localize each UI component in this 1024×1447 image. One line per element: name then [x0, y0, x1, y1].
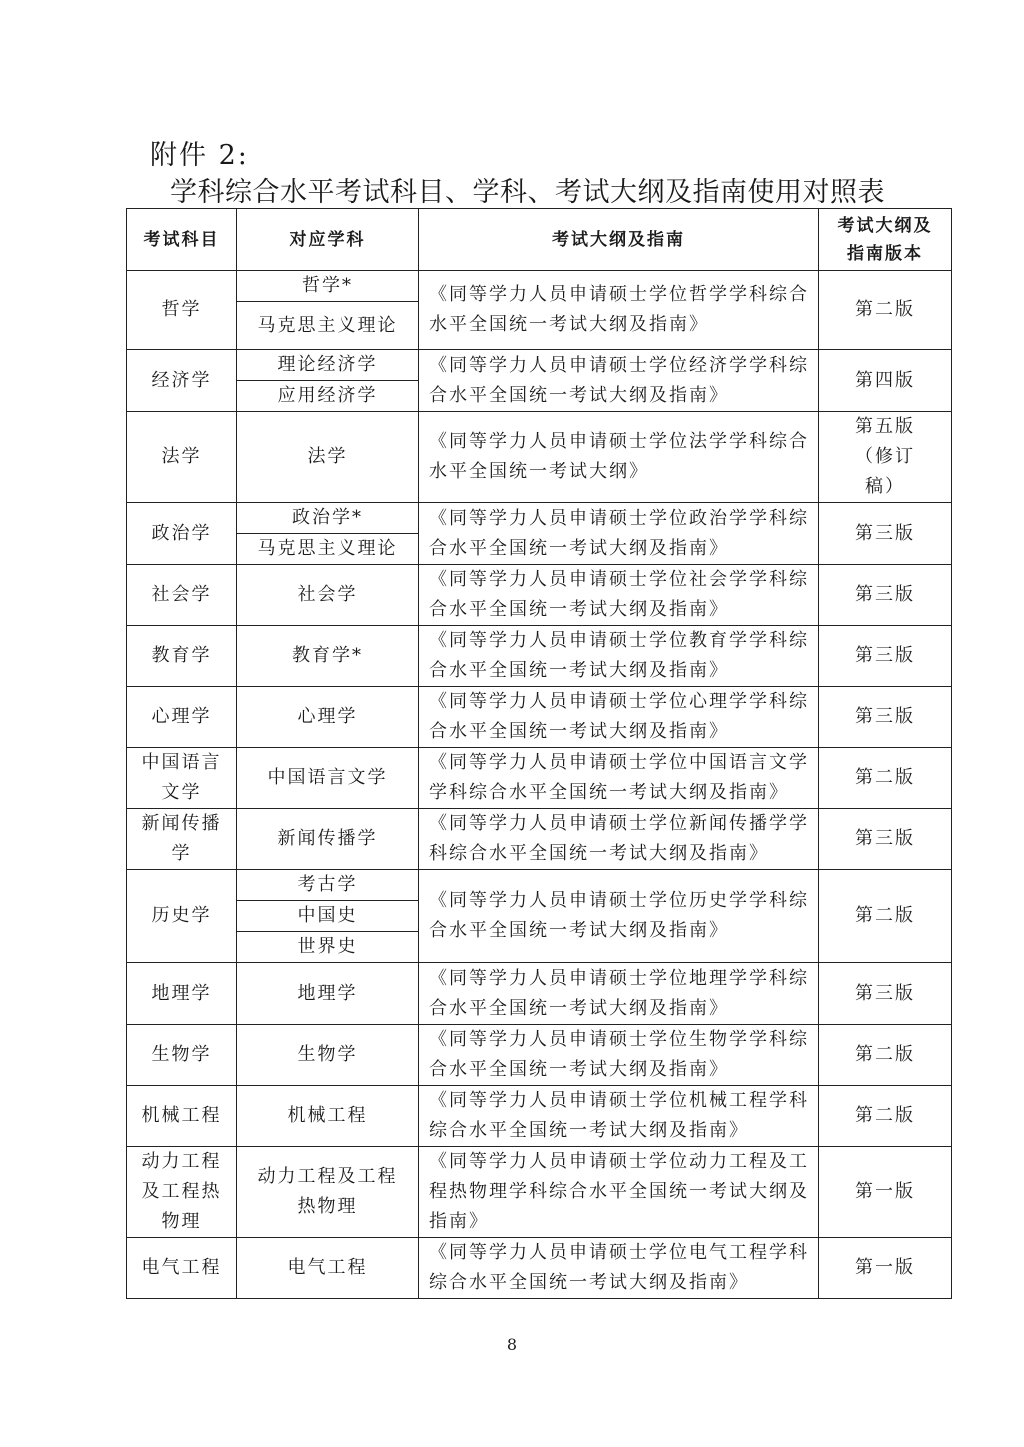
table-row — [127, 565, 952, 626]
subject-cell: 动力工程及工程热物理 — [127, 1147, 237, 1238]
discipline-cell: 中国史 — [237, 901, 419, 932]
discipline-cell: 政治学* — [237, 503, 419, 534]
edition-cell: 第三版 — [819, 809, 952, 870]
discipline-cell: 法学 — [237, 412, 419, 503]
header-discipline: 对应学科 — [237, 209, 419, 271]
guide-cell: 《同等学力人员申请硕士学位生物学学科综合水平全国统一考试大纲及指南》 — [419, 1025, 819, 1086]
subject-cell: 历史学 — [127, 870, 237, 963]
discipline-cell: 理论经济学 — [237, 350, 419, 381]
guide-cell: 《同等学力人员申请硕士学位心理学学科综合水平全国统一考试大纲及指南》 — [419, 687, 819, 748]
discipline-cell: 新闻传播学 — [237, 809, 419, 870]
guide-cell: 《同等学力人员申请硕士学位电气工程学科综合水平全国统一考试大纲及指南》 — [419, 1238, 819, 1299]
guide-cell: 《同等学力人员申请硕士学位机械工程学科综合水平全国统一考试大纲及指南》 — [419, 1086, 819, 1147]
table-header-row — [127, 209, 952, 271]
table-row — [127, 1025, 952, 1086]
discipline-cell: 中国语言文学 — [237, 748, 419, 809]
guide-cell: 《同等学力人员申请硕士学位历史学学科综合水平全国统一考试大纲及指南》 — [419, 870, 819, 963]
table-row — [127, 1086, 952, 1147]
discipline-cell: 动力工程及工程热物理 — [237, 1147, 419, 1238]
edition-cell: 第三版 — [819, 565, 952, 626]
table-row — [127, 870, 952, 901]
discipline-cell: 生物学 — [237, 1025, 419, 1086]
subject-cell: 心理学 — [127, 687, 237, 748]
guide-cell: 《同等学力人员申请硕士学位社会学学科综合水平全国统一考试大纲及指南》 — [419, 565, 819, 626]
table-row — [127, 963, 952, 1025]
table-row — [127, 1238, 952, 1299]
discipline-cell: 世界史 — [237, 932, 419, 963]
edition-cell: 第二版 — [819, 1025, 952, 1086]
attachment-label: 附件 2: — [150, 140, 249, 171]
table-row — [127, 271, 952, 302]
discipline-cell: 机械工程 — [237, 1086, 419, 1147]
table-row — [127, 412, 952, 503]
subject-cell: 经济学 — [127, 350, 237, 412]
discipline-cell: 地理学 — [237, 963, 419, 1025]
guide-cell: 《同等学力人员申请硕士学位政治学学科综合水平全国统一考试大纲及指南》 — [419, 503, 819, 565]
discipline-cell: 考古学 — [237, 870, 419, 901]
edition-cell: 第四版 — [819, 350, 952, 412]
table-row — [127, 809, 952, 870]
edition-cell: 第一版 — [819, 1147, 952, 1238]
guide-cell: 《同等学力人员申请硕士学位教育学学科综合水平全国统一考试大纲及指南》 — [419, 626, 819, 687]
discipline-cell: 教育学* — [237, 626, 419, 687]
edition-cell: 第三版 — [819, 626, 952, 687]
subject-cell: 中国语言文学 — [127, 748, 237, 809]
subject-cell: 电气工程 — [127, 1238, 237, 1299]
guide-cell: 《同等学力人员申请硕士学位经济学学科综合水平全国统一考试大纲及指南》 — [419, 350, 819, 412]
edition-cell: 第二版 — [819, 1086, 952, 1147]
edition-cell: 第二版 — [819, 748, 952, 809]
discipline-cell: 心理学 — [237, 687, 419, 748]
table-row — [127, 503, 952, 534]
subject-cell: 教育学 — [127, 626, 237, 687]
guide-cell: 《同等学力人员申请硕士学位地理学学科综合水平全国统一考试大纲及指南》 — [419, 963, 819, 1025]
subject-cell: 生物学 — [127, 1025, 237, 1086]
subject-cell: 政治学 — [127, 503, 237, 565]
page-number: 8 — [506, 1335, 518, 1354]
discipline-cell: 马克思主义理论 — [237, 534, 419, 565]
table-row — [127, 687, 952, 748]
edition-cell: 第二版 — [819, 271, 952, 350]
table-row — [127, 350, 952, 381]
subject-cell: 哲学 — [127, 271, 237, 350]
discipline-cell: 哲学* — [237, 271, 419, 302]
comparison-table — [126, 208, 952, 1299]
header-guide: 考试大纲及指南 — [419, 209, 819, 271]
guide-cell: 《同等学力人员申请硕士学位法学学科综合水平全国统一考试大纲》 — [419, 412, 819, 503]
subject-cell: 社会学 — [127, 565, 237, 626]
guide-cell: 《同等学力人员申请硕士学位新闻传播学学科综合水平全国统一考试大纲及指南》 — [419, 809, 819, 870]
guide-cell: 《同等学力人员申请硕士学位动力工程及工程热物理学科综合水平全国统一考试大纲及指南》 — [419, 1147, 819, 1238]
table-row — [127, 748, 952, 809]
subject-cell: 法学 — [127, 412, 237, 503]
guide-cell: 《同等学力人员申请硕士学位哲学学科综合水平全国统一考试大纲及指南》 — [419, 271, 819, 350]
header-subject: 考试科目 — [127, 209, 237, 271]
table-row — [127, 626, 952, 687]
page-title: 学科综合水平考试科目、学科、考试大纲及指南使用对照表 — [170, 177, 885, 208]
edition-cell: 第三版 — [819, 963, 952, 1025]
subject-cell: 地理学 — [127, 963, 237, 1025]
subject-cell: 新闻传播学 — [127, 809, 237, 870]
discipline-cell: 电气工程 — [237, 1238, 419, 1299]
edition-cell: 第三版 — [819, 503, 952, 565]
edition-cell: 第五版（修订稿） — [819, 412, 952, 503]
header-edition: 考试大纲及指南版本 — [819, 209, 952, 271]
discipline-cell: 社会学 — [237, 565, 419, 626]
edition-cell: 第一版 — [819, 1238, 952, 1299]
guide-cell: 《同等学力人员申请硕士学位中国语言文学学科综合水平全国统一考试大纲及指南》 — [419, 748, 819, 809]
discipline-cell: 应用经济学 — [237, 381, 419, 412]
subject-cell: 机械工程 — [127, 1086, 237, 1147]
edition-cell: 第三版 — [819, 687, 952, 748]
edition-cell: 第二版 — [819, 870, 952, 963]
discipline-cell: 马克思主义理论 — [237, 302, 419, 350]
table-row — [127, 1147, 952, 1238]
